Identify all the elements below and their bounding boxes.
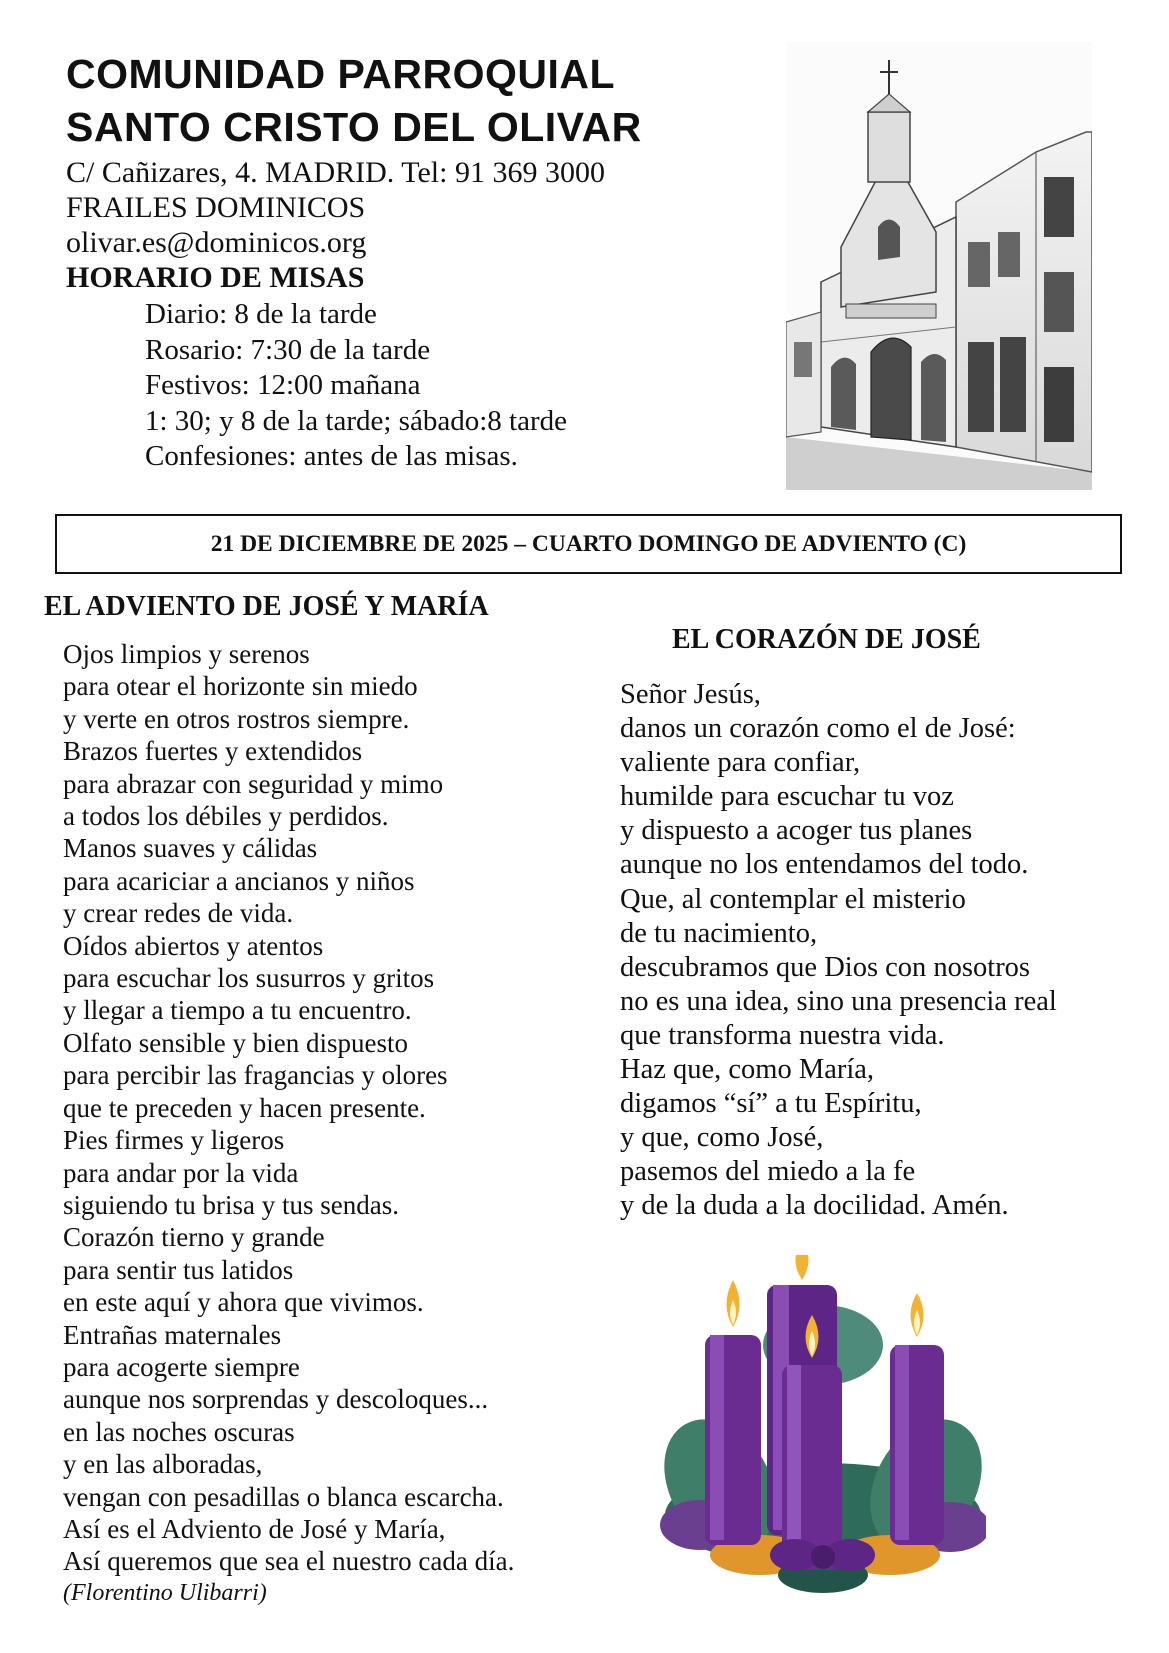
date-banner-text: 21 DE DICIEMBRE DE 2025 – CUARTO DOMINGO DE ADVIENTO (C) xyxy=(210,530,967,557)
left-poem xyxy=(63,638,514,1608)
right-poem-line: descubramos que Dios con nosotros xyxy=(620,951,1031,983)
left-poem-line: aunque nos sorprendas y descoloques... xyxy=(63,1384,489,1415)
left-poem-line: para otear el horizonte sin miedo xyxy=(63,671,418,702)
right-poem-title: EL CORAZÓN DE JOSÉ xyxy=(672,624,981,655)
left-poem-line: Oídos abiertos y atentos xyxy=(63,930,324,961)
left-poem-line: y llegar a tiempo a tu encuentro. xyxy=(63,995,412,1026)
contact-block xyxy=(66,155,605,295)
left-poem-line: Corazón tierno y grande xyxy=(63,1222,325,1253)
parish-title-line2: SANTO CRISTO DEL OLIVAR xyxy=(66,104,642,150)
right-poem xyxy=(620,678,1057,1224)
right-poem-line: humilde para escuchar tu voz xyxy=(620,781,954,813)
right-poem-line: danos un corazón como el de José: xyxy=(620,713,1016,745)
schedule-line: 1: 30; y 8 de la tarde; sábado:8 tarde xyxy=(145,404,567,437)
left-poem-line: en este aquí y ahora que vivimos. xyxy=(63,1287,424,1318)
advent-wreath-image xyxy=(660,1255,986,1595)
right-poem-line: y de la duda a la docilidad. Amén. xyxy=(620,1190,1009,1222)
right-poem-line: Haz que, como María, xyxy=(620,1054,875,1086)
left-poem-line: Manos suaves y cálidas xyxy=(63,833,318,864)
right-poem-line: digamos “sí” a tu Espíritu, xyxy=(620,1088,922,1120)
date-banner xyxy=(55,514,1122,574)
left-poem-line: Entrañas maternales xyxy=(63,1319,282,1350)
left-poem-line: Ojos limpios y serenos xyxy=(63,639,310,669)
right-poem-line: y dispuesto a acoger tus planes xyxy=(620,815,973,847)
left-poem-line: siguiendo tu brisa y tus sendas. xyxy=(63,1189,399,1220)
left-poem-lines xyxy=(63,638,514,1578)
left-poem-line: Pies firmes y ligeros xyxy=(63,1125,285,1156)
church-drawing xyxy=(786,42,1092,490)
candles xyxy=(705,1285,944,1570)
right-poem-line: valiente para confiar, xyxy=(620,747,861,779)
order-line: FRAILES DOMINICOS xyxy=(66,191,366,224)
schedule-line: Festivos: 12:00 mañana xyxy=(145,369,421,401)
left-poem-line: para abrazar con seguridad y mimo xyxy=(63,768,444,799)
schedule-line: Rosario: 7:30 de la tarde xyxy=(145,333,431,366)
right-poem-line: pasemos del miedo a la fe xyxy=(620,1156,916,1188)
right-poem-line: Señor Jesús, xyxy=(620,679,761,710)
right-poem-line: aunque no los entendamos del todo. xyxy=(620,849,1029,881)
left-poem-line: vengan con pesadillas o blanca escarcha. xyxy=(63,1481,504,1512)
right-poem-line: Que, al contemplar el misterio xyxy=(620,883,966,915)
left-poem-line: para percibir las fragancias y olores xyxy=(63,1060,448,1091)
left-poem-line: en las noches oscuras xyxy=(63,1416,295,1447)
left-poem-line: para acogerte siempre xyxy=(63,1351,300,1382)
email-line: olivar.es@dominicos.org xyxy=(66,226,367,259)
right-poem-line: de tu nacimiento, xyxy=(620,917,818,949)
left-poem-line: Así queremos que sea el nuestro cada día. xyxy=(63,1546,515,1577)
left-poem-line: Así es el Adviento de José y María, xyxy=(63,1513,446,1544)
left-poem-title: EL ADVIENTO DE JOSÉ Y MARÍA xyxy=(44,591,489,622)
poem-author: (Florentino Ulibarri) xyxy=(63,1579,267,1606)
address-line: C/ Cañizares, 4. MADRID. Tel: 91 369 3000 xyxy=(66,156,605,189)
left-poem-line: que te preceden y hacen presente. xyxy=(63,1092,426,1123)
left-poem-line: para escuchar los susurros y gritos xyxy=(63,963,435,994)
left-poem-line: Brazos fuertes y extendidos xyxy=(63,736,363,767)
left-poem-line: y crear redes de vida. xyxy=(63,898,294,929)
left-poem-line: a todos los débiles y perdidos. xyxy=(63,801,389,832)
left-poem-line: para andar por la vida xyxy=(63,1157,299,1188)
schedule-line: Diario: 8 de la tarde xyxy=(145,298,377,330)
parish-title xyxy=(66,48,642,154)
left-poem-line: para sentir tus latidos xyxy=(63,1254,294,1285)
left-poem-line: Olfato sensible y bien dispuesto xyxy=(63,1027,408,1058)
parish-title-line1: COMUNIDAD PARROQUIAL xyxy=(66,51,616,97)
mass-schedule xyxy=(145,297,567,475)
left-poem-line: y en las alboradas, xyxy=(63,1449,263,1480)
left-poem-line: para acariciar a ancianos y niños xyxy=(63,865,415,896)
schedule-heading: HORARIO DE MISAS xyxy=(66,261,365,294)
right-poem-line: que transforma nuestra vida. xyxy=(620,1019,945,1051)
right-poem-line: no es una idea, sino una presencia real xyxy=(620,985,1057,1017)
right-poem-line: y que, como José, xyxy=(620,1122,824,1154)
left-poem-line: y verte en otros rostros siempre. xyxy=(63,703,410,734)
schedule-line: Confesiones: antes de las misas. xyxy=(145,440,518,472)
